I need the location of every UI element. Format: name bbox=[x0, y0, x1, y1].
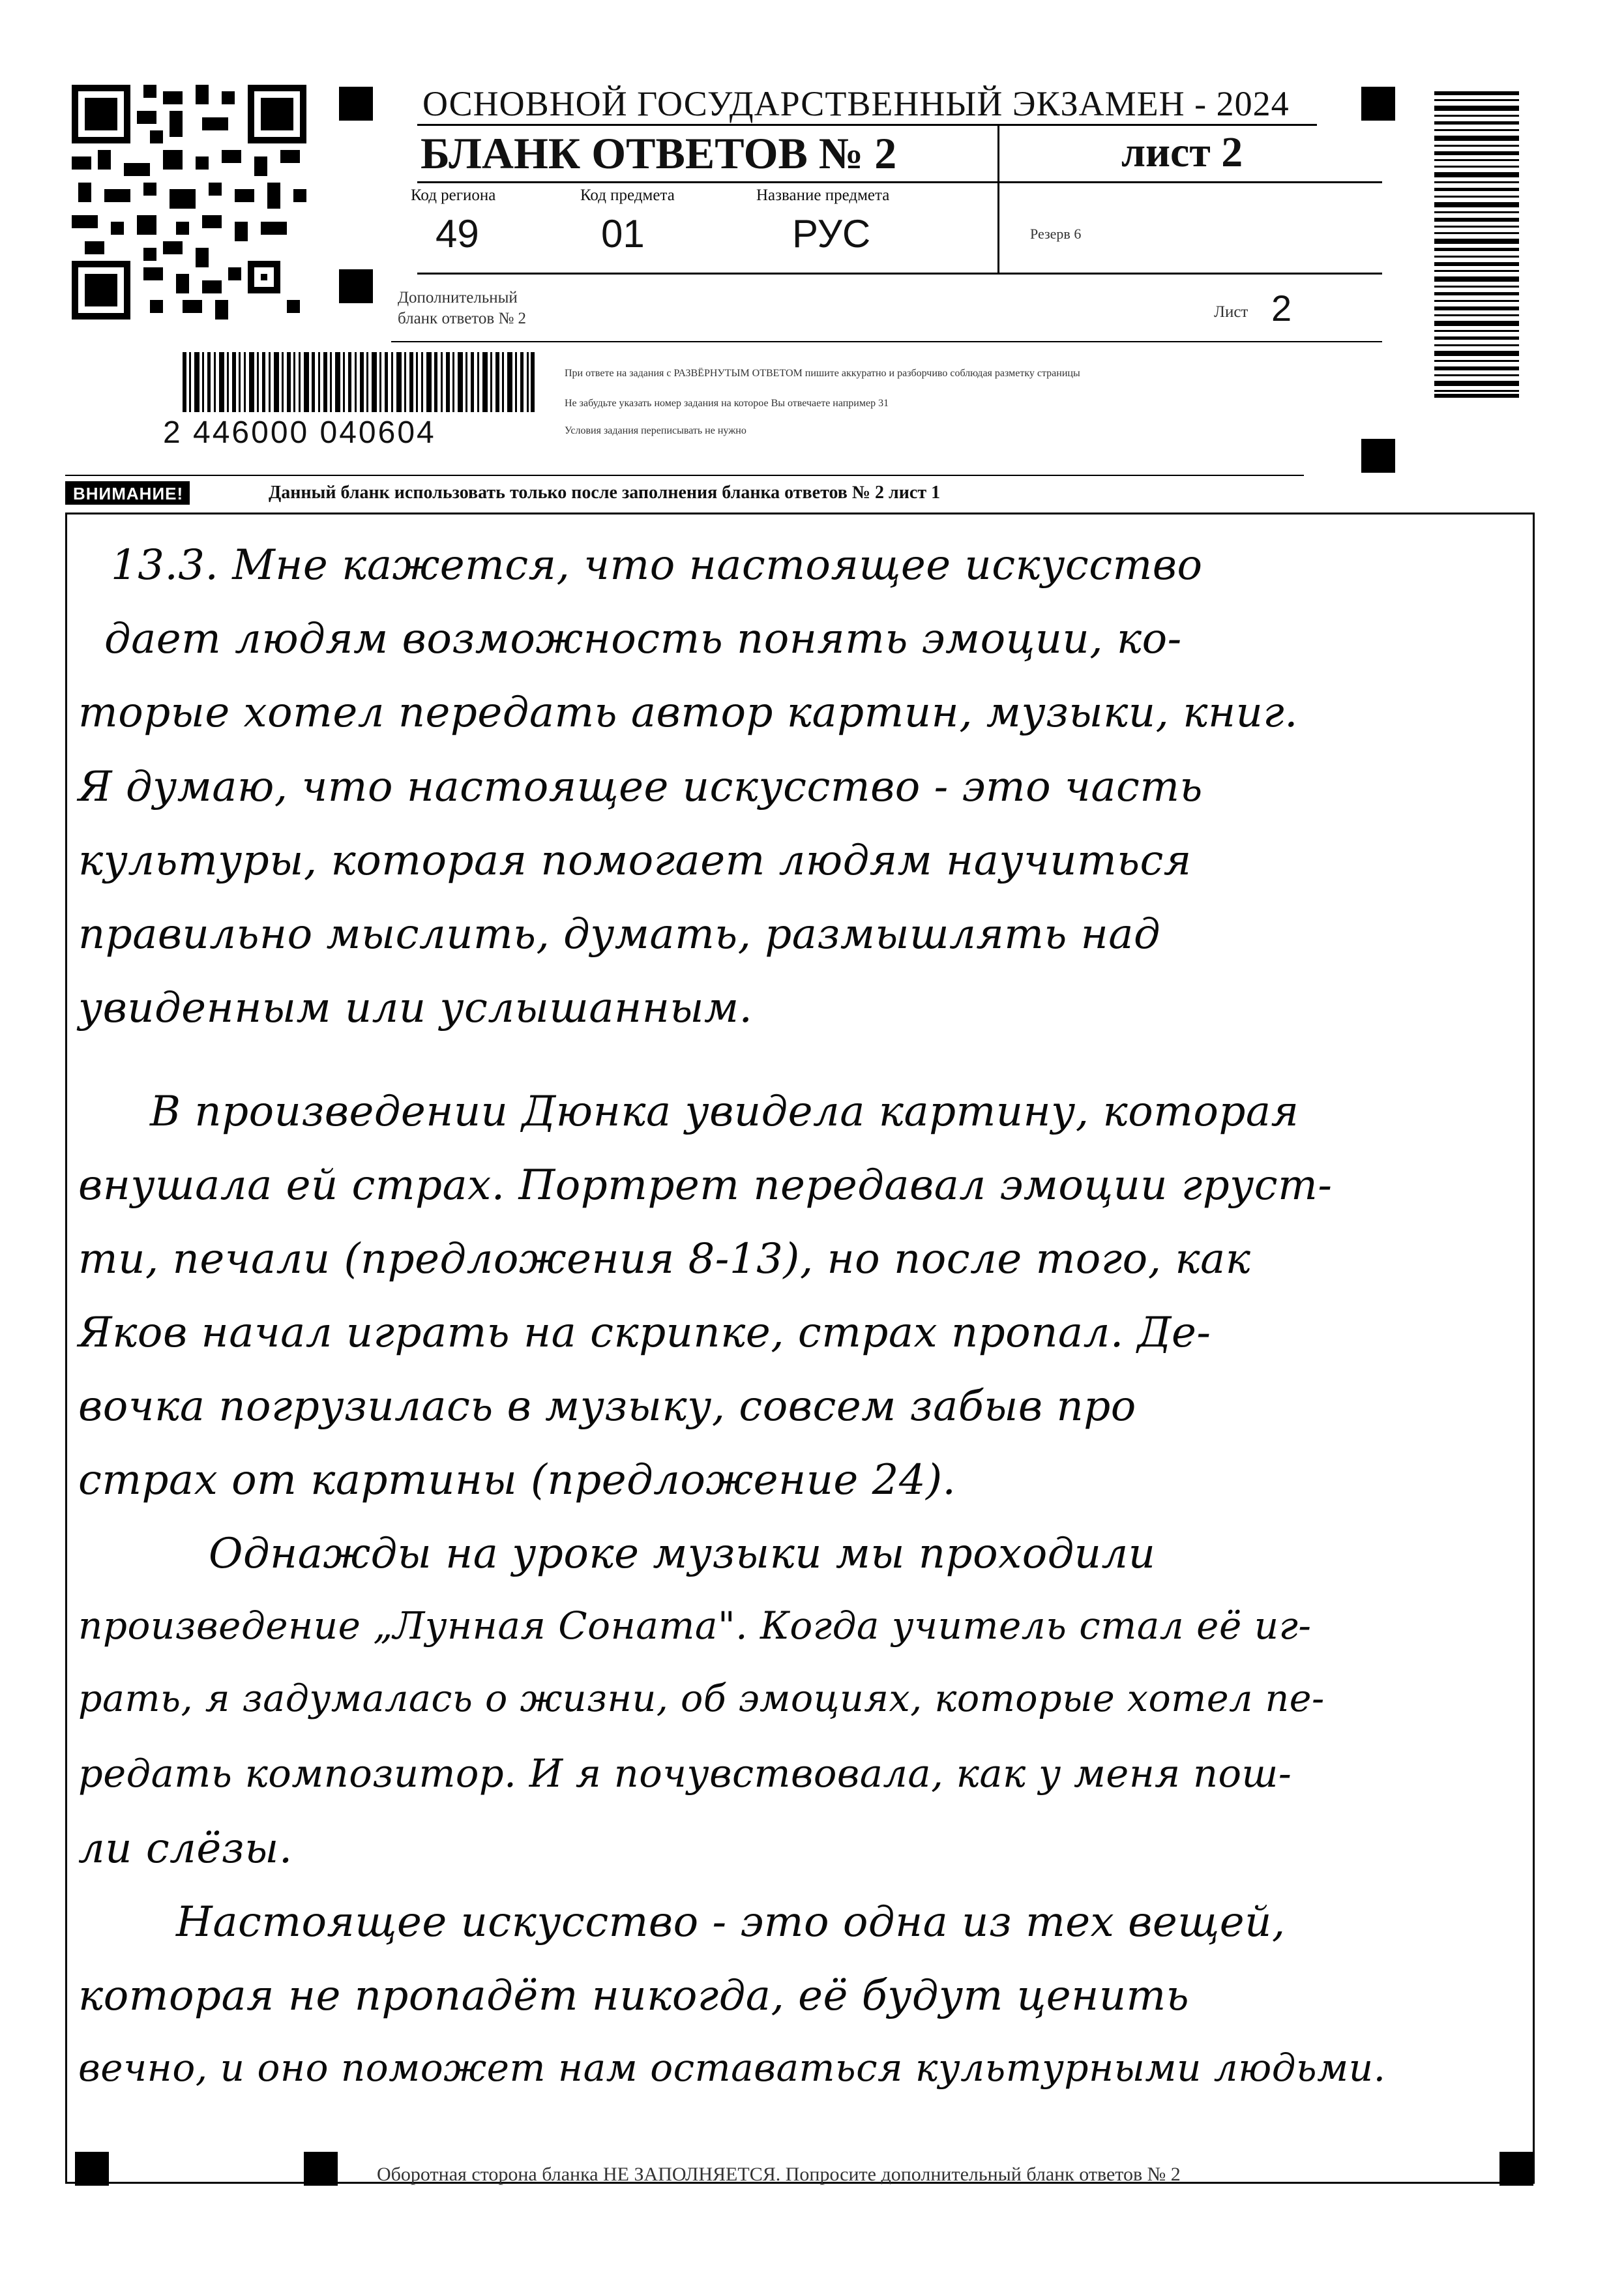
answer-line-15: произведение „Лунная Соната". Когда учитель стал её иг- bbox=[78, 1603, 1312, 1648]
answer-line-16: рать, я задумалась о жизни, об эмоциях, которые хотел пе- bbox=[78, 1677, 1325, 1720]
header-rule-2 bbox=[417, 273, 1382, 275]
instruction-line-3: Условия задания переписывать не нужно bbox=[565, 425, 746, 436]
exam-title-underline bbox=[417, 124, 1317, 126]
instruction-line-1: При ответе на задания с РАЗВЁРНУТЫМ ОТВЕТОМ пишите аккуратно и разборчиво соблюдая разметку страницы bbox=[565, 368, 1080, 379]
sheet-label: Лист bbox=[1214, 303, 1248, 321]
exam-title: ОСНОВНОЙ ГОСУДАРСТВЕННЫЙ ЭКЗАМЕН - 2024 bbox=[422, 84, 1290, 123]
answer-line-17: редать композитор. И я почувствовала, как у меня пош- bbox=[78, 1751, 1292, 1796]
answer-line-1: 13.3. Мне кажется, что настоящее искусство bbox=[111, 541, 1203, 589]
additional-label-line2: бланк ответов № 2 bbox=[398, 310, 527, 327]
sheet-title: лист 2 bbox=[1121, 128, 1243, 176]
sheet-value: 2 bbox=[1271, 288, 1292, 329]
answer-line-14: Однажды на уроке музыки мы проходили bbox=[209, 1530, 1156, 1578]
answer-line-19: Настоящее искусство - это одна из тех вещей, bbox=[176, 1898, 1286, 1946]
instruction-line-2: Не забудьте указать номер задания на которое Вы отвечаете например 31 bbox=[565, 398, 889, 409]
additional-label-line1: Дополнительный bbox=[398, 289, 518, 306]
answer-line-10: ти, печали (предложения 8-13), но после того, как bbox=[78, 1235, 1251, 1283]
answer-line-4: Я думаю, что настоящее искусство - это часть bbox=[78, 763, 1203, 811]
header-rule-1 bbox=[417, 181, 1382, 183]
form-title: БЛАНК ОТВЕТОВ № 2 bbox=[421, 128, 897, 178]
warning-text: Данный бланк использовать только после заполнения бланка ответов № 2 лист 1 bbox=[269, 483, 941, 503]
answer-line-21: вечно, и оно поможет нам оставаться культурными людьми. bbox=[78, 2046, 1386, 2090]
subject-code-label: Код предмета bbox=[580, 186, 675, 204]
subject-code-value: 01 bbox=[601, 212, 645, 256]
answer-line-11: Яков начал играть на скрипке, страх пропал. Де- bbox=[78, 1309, 1211, 1357]
reserve-label: Резерв 6 bbox=[1030, 226, 1082, 242]
warning-badge: ВНИМАНИЕ! bbox=[65, 481, 190, 505]
qr-code bbox=[72, 85, 306, 320]
answer-line-3: торые хотел передать автор картин, музыки, книг. bbox=[78, 689, 1298, 737]
answer-line-13: страх от картины (предложение 24). bbox=[78, 1456, 956, 1504]
answer-line-8: В произведении Дюнка увидела картину, которая bbox=[150, 1088, 1299, 1136]
header-rule-3 bbox=[391, 341, 1382, 342]
answer-line-12: вочка погрузилась в музыку, совсем забыв про bbox=[78, 1382, 1136, 1431]
subject-name-label: Название предмета bbox=[756, 186, 890, 204]
footer-note: Оборотная сторона бланка НЕ ЗАПОЛНЯЕТСЯ. Попросите дополнительный бланк ответов № 2 bbox=[377, 2164, 1181, 2185]
answer-line-5: культуры, которая помогает людям научиться bbox=[78, 837, 1192, 885]
answer-line-20: которая не пропадёт никогда, её будут ценить bbox=[78, 1972, 1190, 2020]
region-value: 49 bbox=[436, 212, 479, 256]
header-divider-vertical bbox=[997, 125, 999, 274]
region-label: Код региона bbox=[411, 186, 496, 204]
marker-square-mid-left bbox=[339, 269, 373, 303]
answer-line-7: увиденным или услышанным. bbox=[78, 984, 753, 1032]
marker-square-mid-right bbox=[1361, 439, 1395, 473]
marker-square-top-right bbox=[1361, 87, 1395, 121]
answer-line-18: ли слёзы. bbox=[78, 1824, 293, 1873]
warning-top-rule bbox=[65, 475, 1304, 476]
barcode-number: 2 446000 040604 bbox=[163, 415, 436, 450]
answer-line-6: правильно мыслить, думать, размышлять над bbox=[78, 910, 1160, 959]
barcode-horizontal bbox=[183, 352, 535, 412]
answer-line-2: дает людям возможность понять эмоции, ко- bbox=[104, 615, 1182, 663]
subject-name-value: РУС bbox=[792, 212, 871, 256]
barcode-vertical bbox=[1434, 91, 1519, 398]
answer-line-9: внушала ей страх. Портрет передавал эмоции груст- bbox=[78, 1161, 1333, 1210]
marker-square-top-left bbox=[339, 87, 373, 121]
